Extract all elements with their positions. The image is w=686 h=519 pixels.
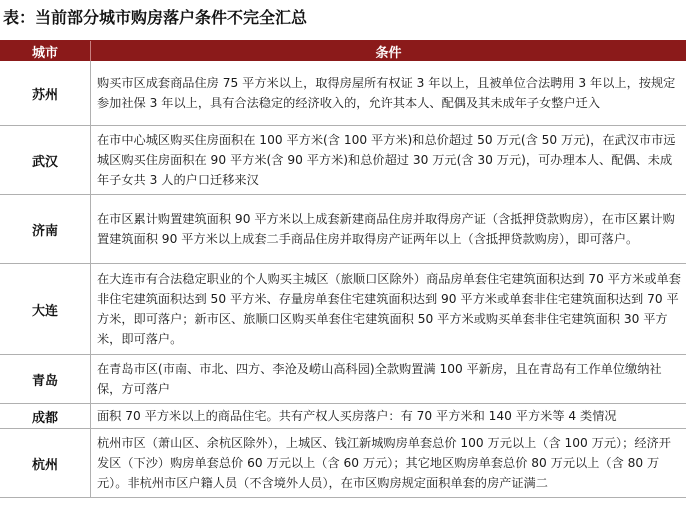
policy-table-container: [0, 40, 686, 498]
condition-cell: 杭州市区（萧山区、余杭区除外），上城区、钱江新城购房单套总价 100 万元以上（含 100 万元）；经济开发区（下沙）购房单套总价 60 万元以上（含 60 万元）；其它地区购房单套总价 80 万元以上（含 80 万元）。非杭州市区户籍人员（不含境外人员），在市区购房规定面积单套的房产证满二: [91, 429, 686, 498]
city-cell: 大连: [0, 264, 91, 355]
city-cell: 青岛: [0, 355, 91, 404]
city-cell: 苏州: [0, 61, 91, 126]
city-cell: 杭州: [0, 429, 91, 498]
header-city: 城市: [0, 41, 91, 61]
condition-cell: 在大连市有合法稳定职业的个人购买主城区（旅顺口区除外）商品房单套住宅建筑面积达到 70 平方米或单套非住宅建筑面积达到 50 平方米、存量房单套住宅建筑面积达到 90 平方米或单套非住宅建筑面积达到 70 平方米，即可落户；新市区、旅顺口区购买单套住宅建筑面积 50 平方米或购买单套非住宅建筑面积 30 平方米，即可落户。: [91, 264, 686, 355]
table-row: [0, 126, 686, 195]
header-condition: 条件: [91, 41, 686, 61]
table-row: [0, 61, 686, 126]
condition-cell: 在市中心城区购买住房面积在 100 平方米(含 100 平方米)和总价超过 50 万元(含 50 万元)，在武汉市市远城区购买住房面积在 90 平方米(含 90 平方米)和总价超过 30 万元(含 30 万元)，可办理本人、配偶、未成年子女共 3 人的户口迁移来汉: [91, 126, 686, 195]
condition-cell: 在青岛市区(市南、市北、四方、李沧及崂山高科园)全款购置满 100 平新房，且在青岛有工作单位缴纳社保，方可落户: [91, 355, 686, 404]
table-row: [0, 195, 686, 264]
table-row: [0, 355, 686, 404]
table-title: 表：当前部分城市购房落户条件不完全汇总: [3, 8, 308, 27]
city-cell: 济南: [0, 195, 91, 264]
condition-cell: 面积 70 平方米以上的商品住宅。共有产权人买房落户：有 70 平方米和 140 平方米等 4 类情况: [91, 404, 686, 429]
city-cell: 武汉: [0, 126, 91, 195]
table-header-row: [0, 41, 686, 61]
table-row: [0, 429, 686, 498]
city-cell: 成都: [0, 404, 91, 429]
condition-cell: 在市区累计购置建筑面积 90 平方米以上成套新建商品住房并取得房产证（含抵押贷款购房），在市区累计购置建筑面积 90 平方米以上成套二手商品住房并取得房产证两年以上（含抵押贷款购房），即可落户。: [91, 195, 686, 264]
table-row: [0, 404, 686, 429]
table-row: [0, 264, 686, 355]
condition-cell: 购买市区成套商品住房 75 平方米以上，取得房屋所有权证 3 年以上，且被单位合法聘用 3 年以上，按规定参加社保 3 年以上，具有合法稳定的经济收入的，允许其本人、配偶及其未成年子女整户迁入: [91, 61, 686, 126]
policy-table: [0, 41, 686, 498]
